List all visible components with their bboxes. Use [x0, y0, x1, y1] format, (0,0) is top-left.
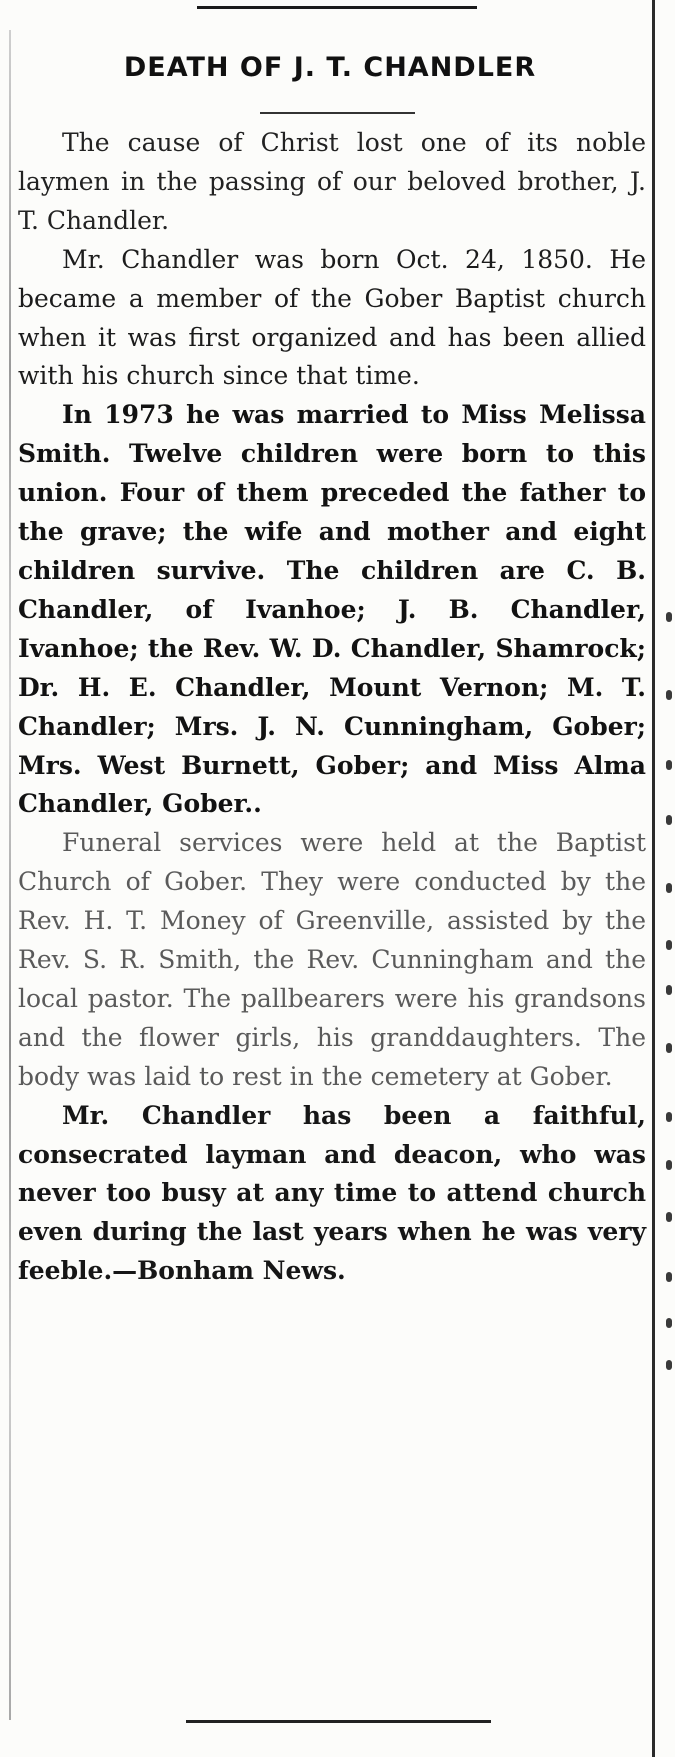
adjacent-column-fragment — [666, 1112, 672, 1122]
column-divider — [652, 0, 655, 1757]
paragraph-birth: Mr. Chandler was born Oct. 24, 1850. He became a member of the Gober Baptist church when it was first organized and has been allied with his church since that time. — [18, 244, 646, 391]
adjacent-column-fragment — [666, 985, 672, 995]
adjacent-column-fragment — [666, 1360, 672, 1370]
paragraph-closing: Mr. Chandler has been a faithful, consecrated layman and deacon, who was never too busy at any time to attend church even during the last years when he was very feeble.—Bonham News. — [18, 1100, 646, 1286]
adjacent-column-fragment — [666, 1212, 672, 1222]
adjacent-column-fragment — [666, 815, 672, 825]
adjacent-column-fragment — [666, 883, 672, 893]
paragraph-family: In 1973 he was married to Miss Melissa Smith. Twelve children were born to this union. Four of them preceded the father to the grave; the wife and mother and eight children survive. The children are C. B. Chandler, of Ivanhoe; J. B. Chandler, Ivanhoe; the Rev. W. D. Chandler, Shamrock; Dr. H. E. Chandler, Mount Vernon; M. T. Chandler; Mrs. J. N. Cunningham, Gober; Mrs. West Burnett, Gober; and Miss Alma Chandler, Gober.. — [18, 400, 646, 819]
top-rule — [197, 6, 477, 9]
adjacent-column-fragment — [666, 690, 672, 700]
adjacent-column-fragment — [666, 1160, 672, 1170]
adjacent-column-fragment — [666, 612, 672, 622]
article-body — [18, 124, 646, 1291]
adjacent-column-fragment — [666, 1043, 672, 1053]
bottom-rule — [186, 1720, 491, 1723]
left-column-border — [9, 30, 11, 1720]
adjacent-column-fragment — [666, 1272, 672, 1282]
paragraph-funeral: Funeral services were held at the Baptist Church of Gober. They were conducted by the Rev. H. T. Money of Greenville, assisted by the Rev. S. R. Smith, the Rev. Cunningham and the local pastor. The pallbearers were his grandsons and the flower girls, his granddaughters. The body was laid to rest in the cemetery at Gober. — [18, 828, 646, 1091]
adjacent-column-fragment — [666, 760, 672, 770]
headline: DEATH OF J. T. CHANDLER — [123, 52, 537, 83]
paragraph-tribute: The cause of Christ lost one of its noble laymen in the passing of our beloved brother, J. T. Chandler. — [18, 128, 646, 235]
adjacent-column-fragment — [666, 1318, 672, 1328]
adjacent-column-edge — [664, 0, 675, 1757]
headline-rule — [260, 112, 415, 114]
adjacent-column-fragment — [666, 940, 672, 950]
